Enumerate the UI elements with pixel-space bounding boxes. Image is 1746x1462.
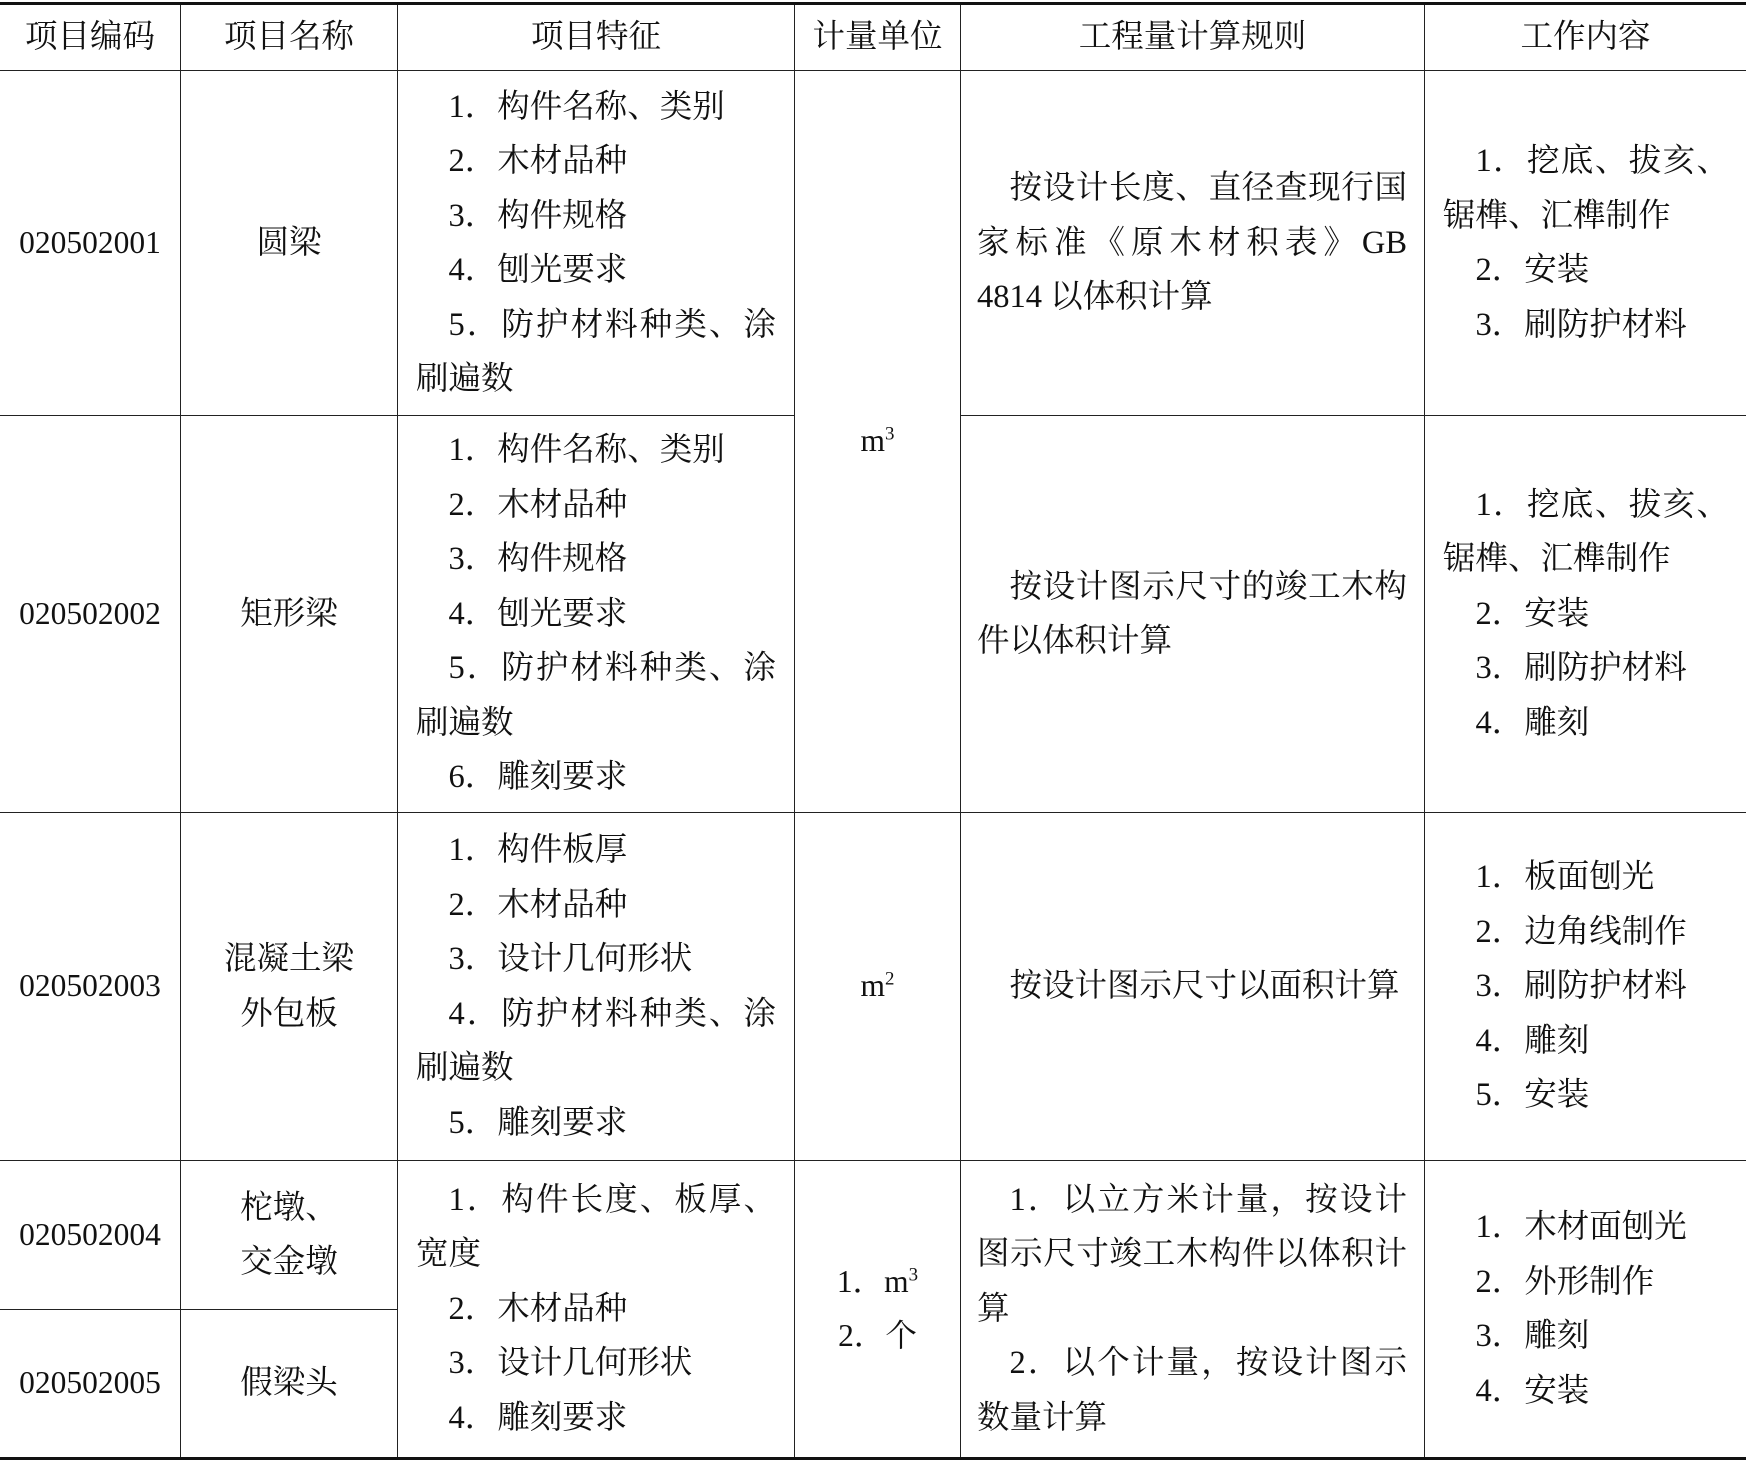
work-item: 3．刷防护材料 [1475,306,1687,343]
rule-item: 1．以立方米计量，按设计图示尺寸竣工木构件以体积计算 [977,1181,1407,1327]
item-name-line: 柁墩、 [240,1189,338,1226]
code-cell [0,416,181,813]
item-name-line: 外包板 [240,995,338,1032]
work-cell [1425,71,1746,416]
code-cell [0,813,181,1161]
header-label: 项目特征 [530,19,661,56]
rule-item: 按设计图示尺寸以面积计算 [1009,968,1400,1005]
feature-item: 1．构件板厚 [448,832,628,868]
work-item: 2．外形制作 [1475,1263,1655,1300]
header-label: 项目编码 [24,19,155,56]
work-item: 4．安装 [1475,1372,1590,1409]
rule-cell [961,71,1425,416]
rule-item: 按设计图示尺寸的竣工木构件以体积计算 [977,568,1407,659]
work-item: 4．雕刻 [1475,704,1590,741]
features-cell [398,416,795,813]
item-code: 020502002 [19,595,161,631]
header-features [398,5,795,71]
features-cell [398,813,795,1161]
work-item: 3．刷防护材料 [1475,968,1687,1005]
feature-item: 1．构件名称、类别 [448,88,725,125]
features-cell [398,1161,795,1457]
feature-item: 4．雕刻要求 [448,1399,628,1436]
name-cell [181,1161,398,1310]
work-cell [1425,813,1746,1161]
unit-line [838,1309,917,1364]
work-item: 1．挖底、拔亥、锯榫、汇榫制作 [1443,143,1729,234]
name-cell [181,416,398,813]
feature-item: 3．设计几何形状 [448,1345,693,1382]
header-rule [961,5,1425,71]
item-name-line: 假梁头 [240,1365,338,1402]
name-cell [181,1310,398,1457]
work-item: 2．安装 [1475,252,1590,288]
unit-base: m [884,1263,909,1299]
feature-item: 1．构件名称、类别 [448,432,725,469]
feature-item: 2．木材品种 [448,886,628,923]
rule-cell [961,416,1425,813]
header-label: 工作内容 [1520,19,1651,56]
unit-base: m [860,968,886,1004]
unit-line [861,959,895,1014]
item-code: 020502005 [19,1365,161,1401]
unit-base: 个 [885,1318,917,1353]
name-cell [181,813,398,1161]
work-cell [1425,1161,1746,1457]
unit-number: 1． [836,1263,885,1299]
rule-item: 按设计长度、直径查现行国家标准《原木材积表》GB 4814 以体积计算 [977,170,1407,316]
unit-exponent: 2 [885,968,895,990]
feature-item: 6．雕刻要求 [448,759,628,796]
header-label: 工程量计算规则 [1078,19,1307,56]
feature-item: 2．木材品种 [448,486,628,523]
header-unit [795,5,961,71]
features-cell [398,71,795,416]
header-label: 项目名称 [223,19,354,56]
item-name-line: 交金墩 [240,1244,338,1280]
item-code: 020502003 [19,968,161,1004]
unit-number: 2． [838,1318,886,1353]
work-item: 4．雕刻 [1475,1022,1590,1059]
rule-cell [961,1161,1425,1457]
feature-item: 3．构件规格 [448,197,628,234]
unit-cell [795,813,961,1161]
work-item: 1．板面刨光 [1475,859,1655,896]
header-work [1425,5,1746,71]
rule-cell [961,813,1425,1161]
feature-item: 1．构件长度、板厚、宽度 [416,1181,776,1273]
item-name-line: 圆梁 [256,224,322,261]
code-cell [0,1161,181,1310]
unit-line [837,1255,918,1310]
work-item: 1．木材面刨光 [1475,1209,1687,1245]
bill-of-quantities-table [0,2,1746,1460]
unit-exponent: 3 [885,423,895,445]
header-code [0,5,181,71]
code-cell [0,1310,181,1457]
work-cell [1425,416,1746,813]
unit-exponent: 3 [908,1263,919,1285]
feature-item: 4．防护材料种类、涂刷遍数 [416,995,776,1086]
work-item: 2．安装 [1475,595,1590,632]
rule-item: 2．以个计量，按设计图示数量计算 [977,1345,1407,1436]
work-item: 1．挖底、拔亥、锯榫、汇榫制作 [1443,486,1729,578]
header-name [181,5,398,71]
header-label: 计量单位 [812,19,943,56]
work-item: 3．刷防护材料 [1475,650,1687,687]
feature-item: 5．防护材料种类、涂刷遍数 [416,306,776,397]
feature-item: 2．木材品种 [448,1290,628,1327]
feature-item: 5．雕刻要求 [448,1104,628,1141]
feature-item: 5．防护材料种类、涂刷遍数 [416,650,776,741]
item-name-line: 矩形梁 [240,595,338,632]
item-code: 020502001 [19,224,161,260]
feature-item: 4．刨光要求 [448,595,628,632]
name-cell [181,71,398,416]
feature-item: 2．木材品种 [448,143,628,179]
item-name-line: 混凝土梁 [223,941,354,977]
work-item: 5．安装 [1475,1077,1590,1114]
feature-item: 3．构件规格 [448,541,628,578]
item-code: 020502004 [19,1216,161,1252]
feature-item: 4．刨光要求 [448,252,628,288]
feature-item: 3．设计几何形状 [448,941,693,977]
work-item: 3．雕刻 [1475,1318,1590,1354]
unit-cell [795,71,961,813]
work-item: 2．边角线制作 [1475,913,1687,950]
unit-base: m [860,423,886,459]
code-cell [0,71,181,416]
unit-line [861,414,895,469]
unit-cell [795,1161,961,1457]
